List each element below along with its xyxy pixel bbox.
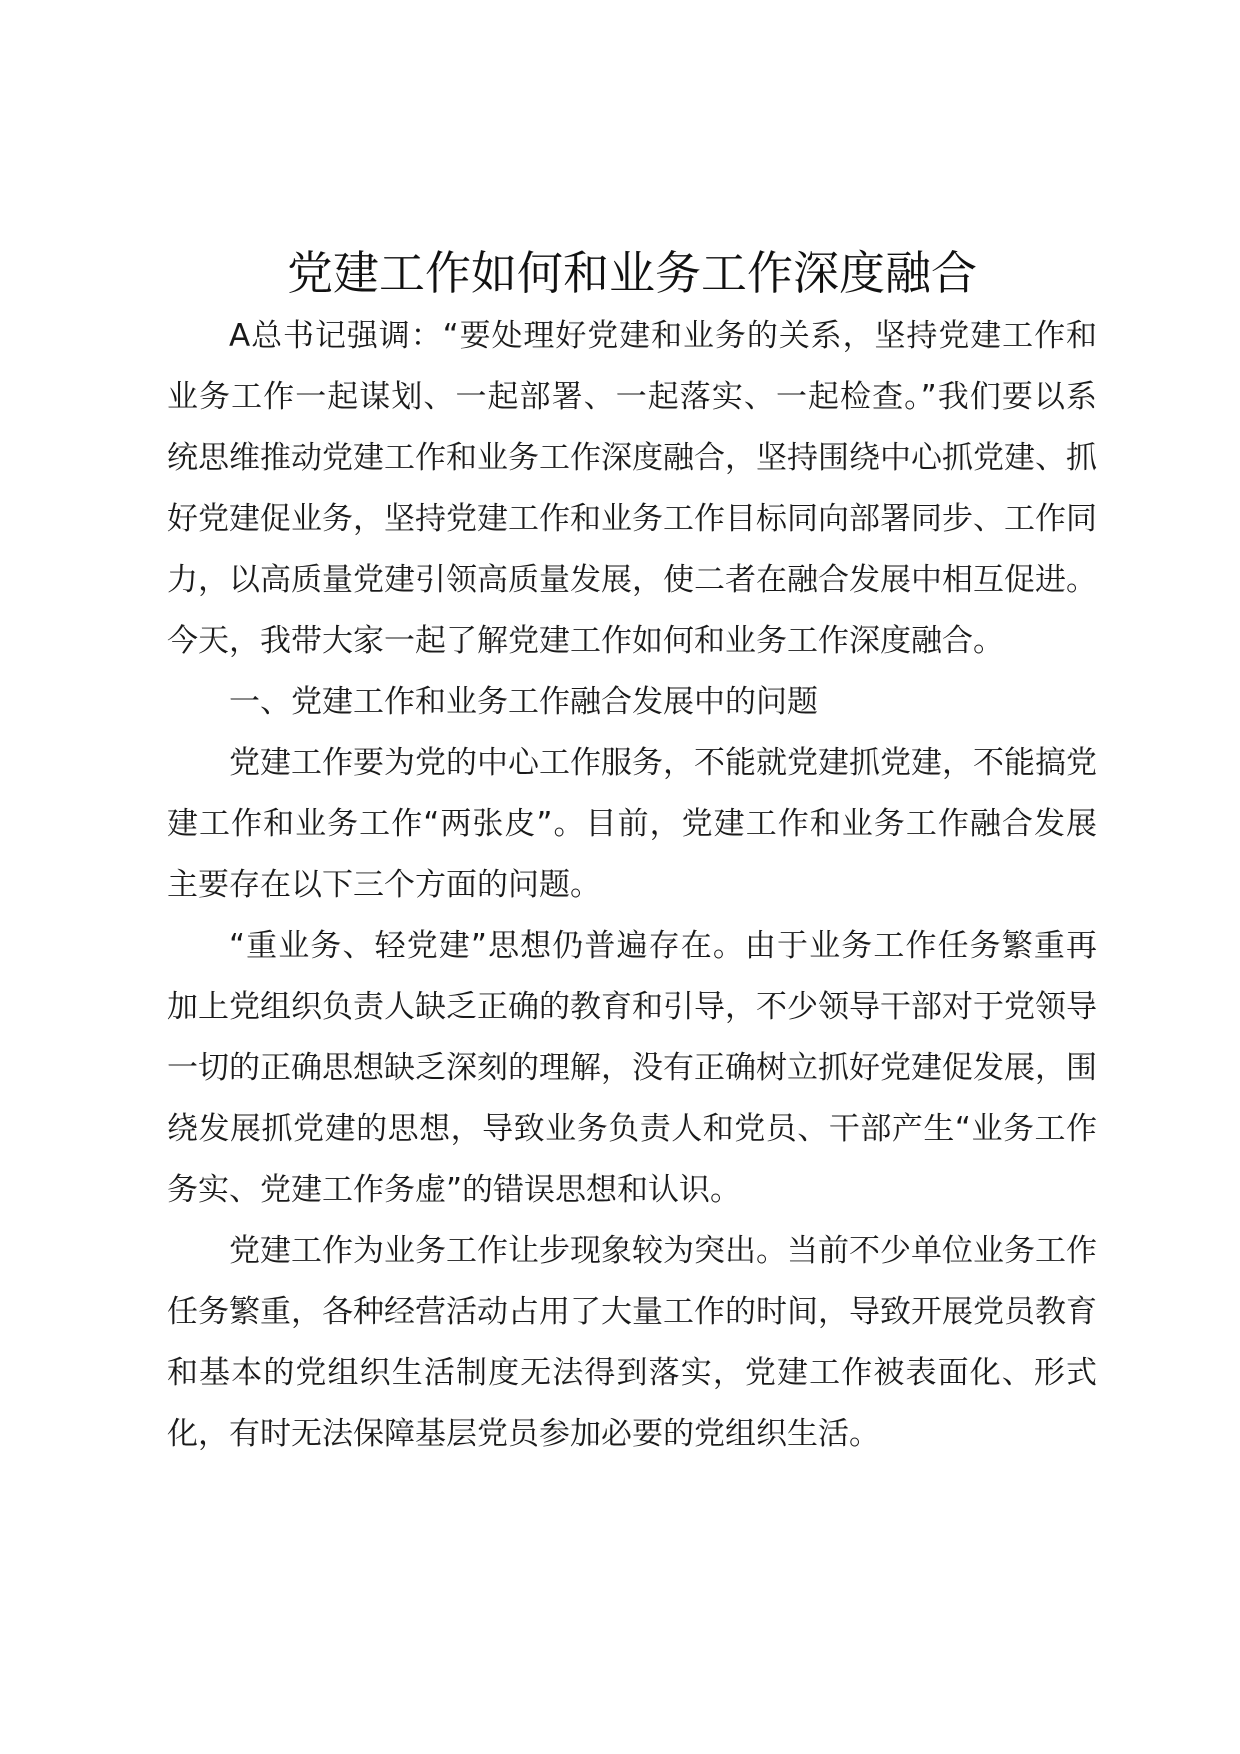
paragraph-problem-one: “重业务、轻党建”思想仍普遍存在。由于业务工作任务繁重再加上党组织负责人缺乏正确的教育和引导，不少领导干部对于党领导一切的正确思想缺乏深刻的理解，没有正确树立抓好党建促发展，围绕发展抓党建的思想，导致业务负责人和党员、干部产生“业务工作务实、党建工作务虚”的错误思想和认识。 xyxy=(167,928,1097,1208)
section-heading: 一、党建工作和业务工作融合发展中的问题 xyxy=(229,684,818,720)
document-title: 党建工作如何和业务工作深度融合 xyxy=(287,246,977,300)
paragraph-problem-overview: 党建工作要为党的中心工作服务，不能就党建抓党建，不能搞党建工作和业务工作“两张皮”。目前，党建工作和业务工作融合发展主要存在以下三个方面的问题。 xyxy=(167,745,1097,903)
paragraph-intro: A总书记强调：“要处理好党建和业务的关系，坚持党建工作和业务工作一起谋划、一起部署、一起落实、一起检查。”我们要以系统思维推动党建工作和业务工作深度融合，坚持围绕中心抓党建、抓好党建促业务，坚持党建工作和业务工作目标同向部署同步、工作同力，以高质量党建引领高质量发展，使二者在融合发展中相互促进。今天，我带大家一起了解党建工作如何和业务工作深度融合。 xyxy=(167,318,1097,659)
document-body xyxy=(167,240,1097,1465)
paragraph-problem-two: 党建工作为业务工作让步现象较为突出。当前不少单位业务工作任务繁重，各种经营活动占用了大量工作的时间，导致开展党员教育和基本的党组织生活制度无法得到落实，党建工作被表面化、形式化，有时无法保障基层党员参加必要的党组织生活。 xyxy=(167,1233,1097,1452)
